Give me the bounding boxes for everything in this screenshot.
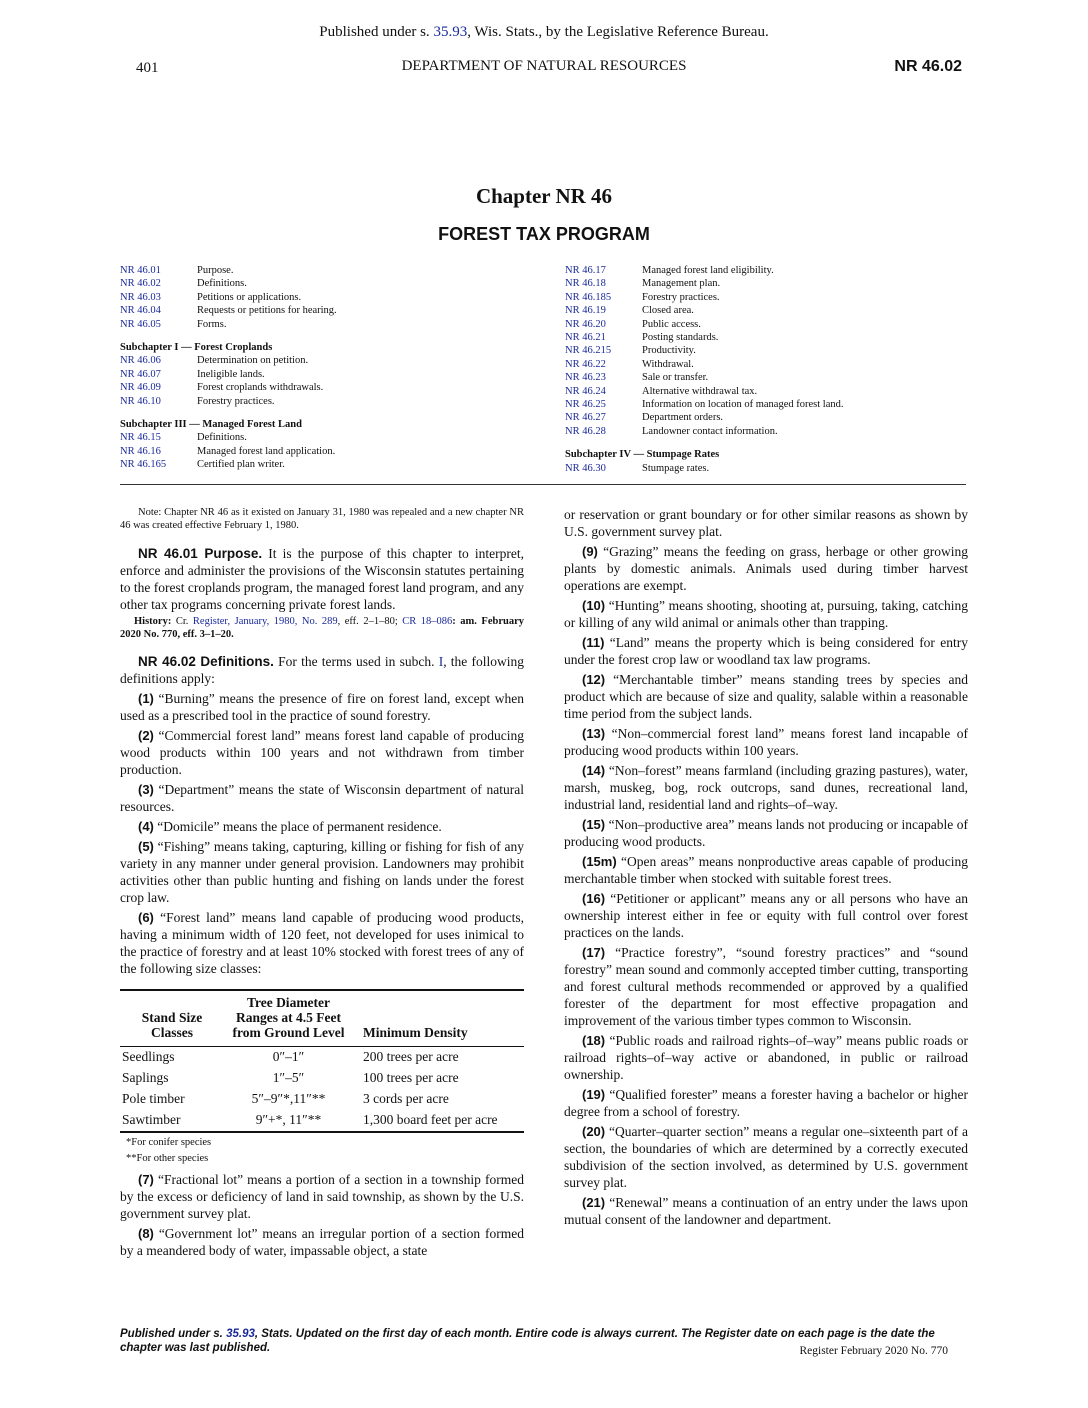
table-cell: 1″–5″ (272, 1070, 305, 1085)
toc-section-link[interactable]: NR 46.21 (565, 332, 606, 344)
toc-section-link[interactable]: NR 46.24 (565, 385, 606, 397)
definition-text: “Land” means the property which is being considered for entry under the forest crop law or woodland tax law programs. (564, 635, 968, 667)
toc-section-link[interactable]: NR 46.01 (120, 265, 161, 276)
table-row (120, 1068, 524, 1089)
toc-entry (120, 395, 560, 408)
section-heading: NR 46.02 Definitions. (138, 654, 274, 669)
table-cell: Saplings (122, 1070, 169, 1085)
definition-paragraph (564, 762, 968, 813)
toc-section-title: Posting standards. (642, 332, 719, 344)
toc-entry (120, 318, 560, 331)
statute-link[interactable]: 35.93 (433, 24, 468, 40)
program-title: FOREST TAX PROGRAM (438, 224, 650, 244)
size-class-table (120, 989, 524, 1133)
toc-entry (565, 264, 965, 277)
toc-section-link[interactable]: NR 46.06 (120, 355, 161, 367)
definition-number: (5) (138, 839, 154, 854)
toc-section-title: Forestry practices. (642, 291, 720, 303)
definition-number: (20) (582, 1124, 606, 1139)
definition-number: (14) (582, 763, 606, 778)
toc-entry (120, 264, 560, 277)
definition-paragraph (120, 1225, 524, 1259)
definition-paragraph (564, 1123, 968, 1191)
definition-number: (8) (138, 1226, 154, 1241)
definition-text: “Commercial forest land” means forest land capable of producing wood products within 100 years and not withdrawn from timber production. (120, 728, 524, 777)
table-cell: Sawtimber (122, 1112, 181, 1127)
definition-number: (1) (138, 691, 154, 706)
toc-section-link[interactable]: NR 46.19 (565, 305, 606, 317)
definition-text: “Non–productive area” means lands not producing or incapable of producing wood products. (564, 817, 968, 849)
definition-number: (16) (582, 891, 606, 906)
toc-entry (565, 371, 965, 384)
definition-number: (15m) (582, 854, 617, 869)
toc-section-title: Stumpage rates. (642, 462, 710, 474)
toc-section-link[interactable]: NR 46.28 (565, 425, 606, 437)
toc-divider (120, 484, 966, 485)
definition-number: (12) (582, 672, 606, 687)
footer-notice: Published under s. 35.93, Stats. Updated on the first day of each month. Entire code is always current. The Register date on each page is the date the chapter was last published. (120, 1328, 935, 1354)
toc-entry (565, 304, 965, 317)
section-46-01: NR 46.01 Purpose. It is the purpose of this chapter to interpret, enforce and administer the provisions of the Wisconsin statutes pertaining to the forest croplands program, the managed forest land program, and any other tax programs concerning private forest lands. (120, 546, 525, 612)
definition-paragraph (120, 690, 524, 724)
table-header: Minimum Density (363, 1025, 468, 1040)
toc-section-link[interactable]: NR 46.17 (565, 265, 606, 276)
footer-register-date: Register February 2020 No. 770 (799, 1345, 948, 1357)
definition-text: “Open areas” means nonproductive areas capable of producing merchantable timber when stocked with suitable forest trees. (564, 854, 968, 886)
table-cell: 100 trees per acre (363, 1070, 459, 1085)
section-header: NR 46.02 (894, 58, 962, 75)
toc-section-link[interactable]: NR 46.18 (565, 278, 606, 290)
toc-section-title: Purpose. (197, 265, 234, 276)
definition-number: (21) (582, 1195, 606, 1210)
definition-paragraph (564, 1086, 968, 1120)
toc-entry (120, 277, 560, 290)
definition-number: (3) (138, 782, 154, 797)
toc-section-link[interactable]: NR 46.23 (565, 372, 606, 384)
toc-section-title: Management plan. (642, 278, 721, 290)
definition-number: (15) (582, 817, 606, 832)
definition-paragraph (564, 597, 968, 631)
definition-paragraph (564, 890, 968, 941)
toc-entry (565, 358, 965, 371)
toc-subchapter-list (565, 462, 965, 475)
toc-entry (120, 291, 560, 304)
definition-paragraph (564, 543, 968, 594)
toc-section-link[interactable]: NR 46.22 (565, 358, 606, 370)
definition-paragraph (120, 818, 524, 835)
toc-section-title: Closed area. (642, 305, 694, 317)
table-header: Stand Size Classes (141, 1010, 203, 1040)
toc-section-link[interactable]: NR 46.215 (565, 345, 612, 357)
chapter-title: Chapter NR 46 (475, 184, 613, 208)
table-row (120, 1047, 524, 1069)
toc-section-title: Alternative withdrawal tax. (642, 385, 758, 397)
toc-entry (120, 354, 560, 367)
definition-paragraph (564, 1032, 968, 1083)
toc-entry (120, 381, 560, 394)
toc-section-link[interactable]: NR 46.02 (120, 278, 161, 290)
definition-text: “Burning” means the presence of fire on forest land, except when used as a prescribed tool in the practice of sound forestry. (120, 691, 524, 723)
table-row (120, 1089, 524, 1110)
toc-section-title: Forestry practices. (197, 395, 275, 407)
toc-section-link[interactable]: NR 46.30 (565, 462, 606, 474)
toc-entry (565, 411, 965, 424)
toc-section-title: Definitions. (197, 278, 247, 290)
definition-text: “Fractional lot” means a portion of a section in a township formed by the excess or deficiency of land in said township, as shown by the U.S. government survey plat. (120, 1172, 524, 1221)
definition-text: “Grazing” means the feeding on grass, herbage or other growing plants by domestic animals. Animals used during timber harvest operations are exempt. (564, 544, 968, 593)
toc-right-column (565, 264, 965, 475)
definition-text: “Renewal” means a continuation of an entry under the laws upon mutual consent of the landowner and department. (564, 1195, 968, 1227)
definitions-list (120, 690, 524, 977)
definitions-list (120, 1171, 524, 1259)
toc-general-list (565, 264, 965, 438)
toc-section-link[interactable]: NR 46.165 (120, 459, 167, 471)
toc-section-link[interactable]: NR 46.20 (565, 318, 606, 330)
definition-number: (7) (138, 1172, 154, 1187)
definition-number: (17) (582, 945, 606, 960)
register-link[interactable]: Register, January, 1980, No. 289 (192, 616, 338, 627)
definition-number: (9) (582, 544, 598, 559)
definition-number: (19) (582, 1087, 606, 1102)
definition-text: “Domicile” means the place of permanent residence. (153, 819, 442, 834)
toc-section-link[interactable]: NR 46.15 (120, 432, 161, 444)
toc-entry (565, 398, 965, 411)
definition-paragraph (564, 634, 968, 668)
toc-section-link[interactable]: NR 46.25 (565, 399, 606, 411)
table-cell: 0″–1″ (272, 1049, 305, 1064)
toc-section-title: Requests or petitions for hearing. (197, 305, 337, 317)
toc-section-title: Sale or transfer. (642, 372, 709, 384)
table-cell: 3 cords per acre (363, 1091, 449, 1106)
top-banner: Published under s. 35.93, Wis. Stats., by the Legislative Reference Bureau. (319, 24, 769, 40)
toc-section-link[interactable]: NR 46.07 (120, 368, 161, 380)
toc-section-title: Definitions. (197, 432, 247, 444)
toc-entry (565, 344, 965, 357)
definition-text: “Petitioner or applicant” means any or all persons who have an ownership interest either in fee or equity with full control over forest practices on the lands. (564, 891, 968, 940)
cr-link[interactable]: CR 18–086 (402, 616, 453, 627)
toc-section-title: Certified plan writer. (197, 459, 285, 471)
toc-section-title: Managed forest land eligibility. (642, 265, 774, 276)
table-header: Tree Diameter Ranges at 4.5 Feet from Ground Level (232, 995, 345, 1040)
toc-entry (565, 462, 965, 475)
table-cell: Pole timber (122, 1091, 185, 1106)
definition-paragraph (120, 909, 524, 977)
body-left-column (120, 506, 524, 1259)
table-cell: 9″+*, 11″** (255, 1112, 322, 1127)
toc-section-title: Landowner contact information. (642, 425, 778, 437)
toc-section-title: Productivity. (642, 345, 696, 357)
toc-section-title: Managed forest land application. (197, 445, 336, 457)
body-right-column (564, 506, 968, 1228)
toc-left-column (120, 264, 560, 472)
definition-paragraph (564, 816, 968, 850)
page-number: 401 (136, 60, 159, 76)
toc-section-link[interactable]: NR 46.04 (120, 305, 161, 317)
definition-paragraph (564, 944, 968, 1029)
toc-subchapter-heading: Subchapter IV — Stumpage Rates (565, 449, 720, 461)
definition-text: “Merchantable timber” means standing trees by species and product which are because of size and quality, salable within a reasonable time period from the subject lands. (564, 672, 968, 721)
definition-text: “Practice forestry”, “sound forestry practices” and “sound forestry” mean sound and commonly accepted timber cutting, transporting and forest cultural methods recommended or approved by a qualified forester of the department for most effective propagation and improvement of the various timber types common to Wisconsin. (564, 945, 968, 1028)
toc-section-title: Determination on petition. (197, 355, 309, 367)
definition-number: (4) (138, 819, 154, 834)
toc-section-link[interactable]: NR 46.16 (120, 445, 161, 457)
definitions-list (564, 543, 968, 1228)
definition-number: (10) (582, 598, 606, 613)
definition-text: “Government lot” means an irregular portion of a section formed by a meandered body of water, impassable object, a state (120, 1226, 524, 1258)
definition-text: “Fishing” means taking, capturing, killing or fishing for fish of any variety in any manner under general provision. Landowners may prohibit activities other than public hunting and fishing on lands under the forest crop law. (120, 839, 524, 905)
definition-paragraph (120, 727, 524, 778)
history-note: History: Cr. Register, January, 1980, No. 289, eff. 2–1–80; CR 18–086: am. February 2020 No. 770, eff. 3–1–20. (120, 616, 524, 640)
toc-entry (565, 277, 965, 290)
definition-number: (13) (582, 726, 606, 741)
definition-paragraph (120, 838, 524, 906)
department-header: DEPARTMENT OF NATURAL RESOURCES (401, 58, 687, 74)
toc-subchapter-heading: Subchapter I — Forest Croplands (120, 342, 273, 354)
definition-text: “Qualified forester” means a forester having a bachelor or higher degree from a school of forestry. (564, 1087, 968, 1119)
toc-section-title: Forest croplands withdrawals. (197, 382, 324, 394)
table-row (120, 1110, 524, 1132)
toc-section-title: Forms. (197, 318, 227, 330)
toc-general-list (120, 264, 560, 331)
toc-subchapter-heading: Subchapter III — Managed Forest Land (120, 419, 302, 431)
definition-text: “Forest land” means land capable of producing wood products, having a minimum width of 120 feet, not developed for uses inimical to the practice of forestry and at least 10% stocked with forest trees of any of the following size classes: (120, 910, 524, 976)
toc-entry (120, 431, 560, 444)
toc-entry (565, 291, 965, 304)
toc-entry (120, 445, 560, 458)
table-cell: 5″–9″*,11″** (251, 1091, 326, 1106)
toc-entry (565, 385, 965, 398)
toc-section-title: Department orders. (642, 412, 724, 424)
table-cell: 1,300 board feet per acre (363, 1112, 498, 1127)
footer-statute-link[interactable]: 35.93 (226, 1328, 255, 1340)
definition-paragraph (564, 853, 968, 887)
definition-number: (11) (582, 635, 605, 650)
toc-section-link[interactable]: NR 46.05 (120, 318, 161, 330)
toc-entry (120, 304, 560, 317)
definition-number: (18) (582, 1033, 606, 1048)
toc-entry (565, 318, 965, 331)
definition-text: “Hunting” means shooting, shooting at, pursuing, taking, catching or killing of any wild animal or animals other than trapping. (564, 598, 968, 630)
toc-subchapter-list (120, 431, 560, 471)
toc-section-title: Public access. (642, 318, 701, 330)
toc-entry (565, 425, 965, 438)
definition-text: “Department” means the state of Wisconsin department of natural resources. (120, 782, 524, 814)
definition-paragraph (564, 671, 968, 722)
toc-section-link[interactable]: NR 46.10 (120, 395, 161, 407)
toc-section-title: Information on location of managed forest land. (642, 399, 844, 411)
toc-entry (120, 368, 560, 381)
chapter-note: Note: Chapter NR 46 as it existed on January 31, 1980 was repealed and a new chapter NR 46 was created effective February 1, 1980. (120, 507, 524, 531)
toc-subchapter-list (120, 354, 560, 408)
subchapter-link[interactable]: I (438, 654, 444, 669)
table-footnote: *For conifer species (126, 1137, 212, 1148)
table-cell: 200 trees per acre (363, 1049, 459, 1064)
definition-paragraph (120, 1171, 524, 1222)
toc-section-link[interactable]: NR 46.03 (120, 291, 161, 303)
definition-text: “Public roads and railroad rights–of–way” means public roads or railroad rights–of–way active or abandoned, in public or railroad ownership. (564, 1033, 968, 1082)
definition-text: “Non–forest” means farmland (including grazing pastures), water, marsh, muskeg, bog, rock outcrops, sand dunes, recreational land, industrial land, residential land and rights–of–way. (564, 763, 968, 812)
definition-number: (2) (138, 728, 154, 743)
section-46-02: NR 46.02 Definitions. For the terms used in subch. I, the following definitions apply: (120, 654, 524, 686)
section-heading: NR 46.01 Purpose. (138, 546, 263, 561)
definition-paragraph (120, 781, 524, 815)
toc-entry (565, 331, 965, 344)
toc-section-link[interactable]: NR 46.09 (120, 382, 161, 394)
continued-paragraph: or reservation or grant boundary or for other similar reasons as shown by U.S. government survey plat. (564, 507, 968, 539)
table-cell: Seedlings (122, 1049, 175, 1064)
toc-section-link[interactable]: NR 46.185 (565, 291, 612, 303)
table-footnotes (120, 1135, 524, 1167)
toc-section-title: Ineligible lands. (197, 368, 265, 380)
table-footnote: **For other species (126, 1153, 209, 1164)
toc-section-link[interactable]: NR 46.27 (565, 412, 606, 424)
toc-section-title: Petitions or applications. (197, 291, 302, 303)
toc-entry (120, 458, 560, 471)
definition-text: “Quarter–quarter section” means a regular one–sixteenth part of a section, the boundaries of which are determined by a correctly executed subdivision of the section involved, as determined by U.S. government survey plat. (564, 1124, 968, 1190)
definition-number: (6) (138, 910, 154, 925)
definition-paragraph (564, 1194, 968, 1228)
definition-paragraph (564, 725, 968, 759)
toc-section-title: Withdrawal. (642, 358, 694, 370)
definition-text: “Non–commercial forest land” means forest land incapable of producing wood products within 100 years. (564, 726, 968, 758)
